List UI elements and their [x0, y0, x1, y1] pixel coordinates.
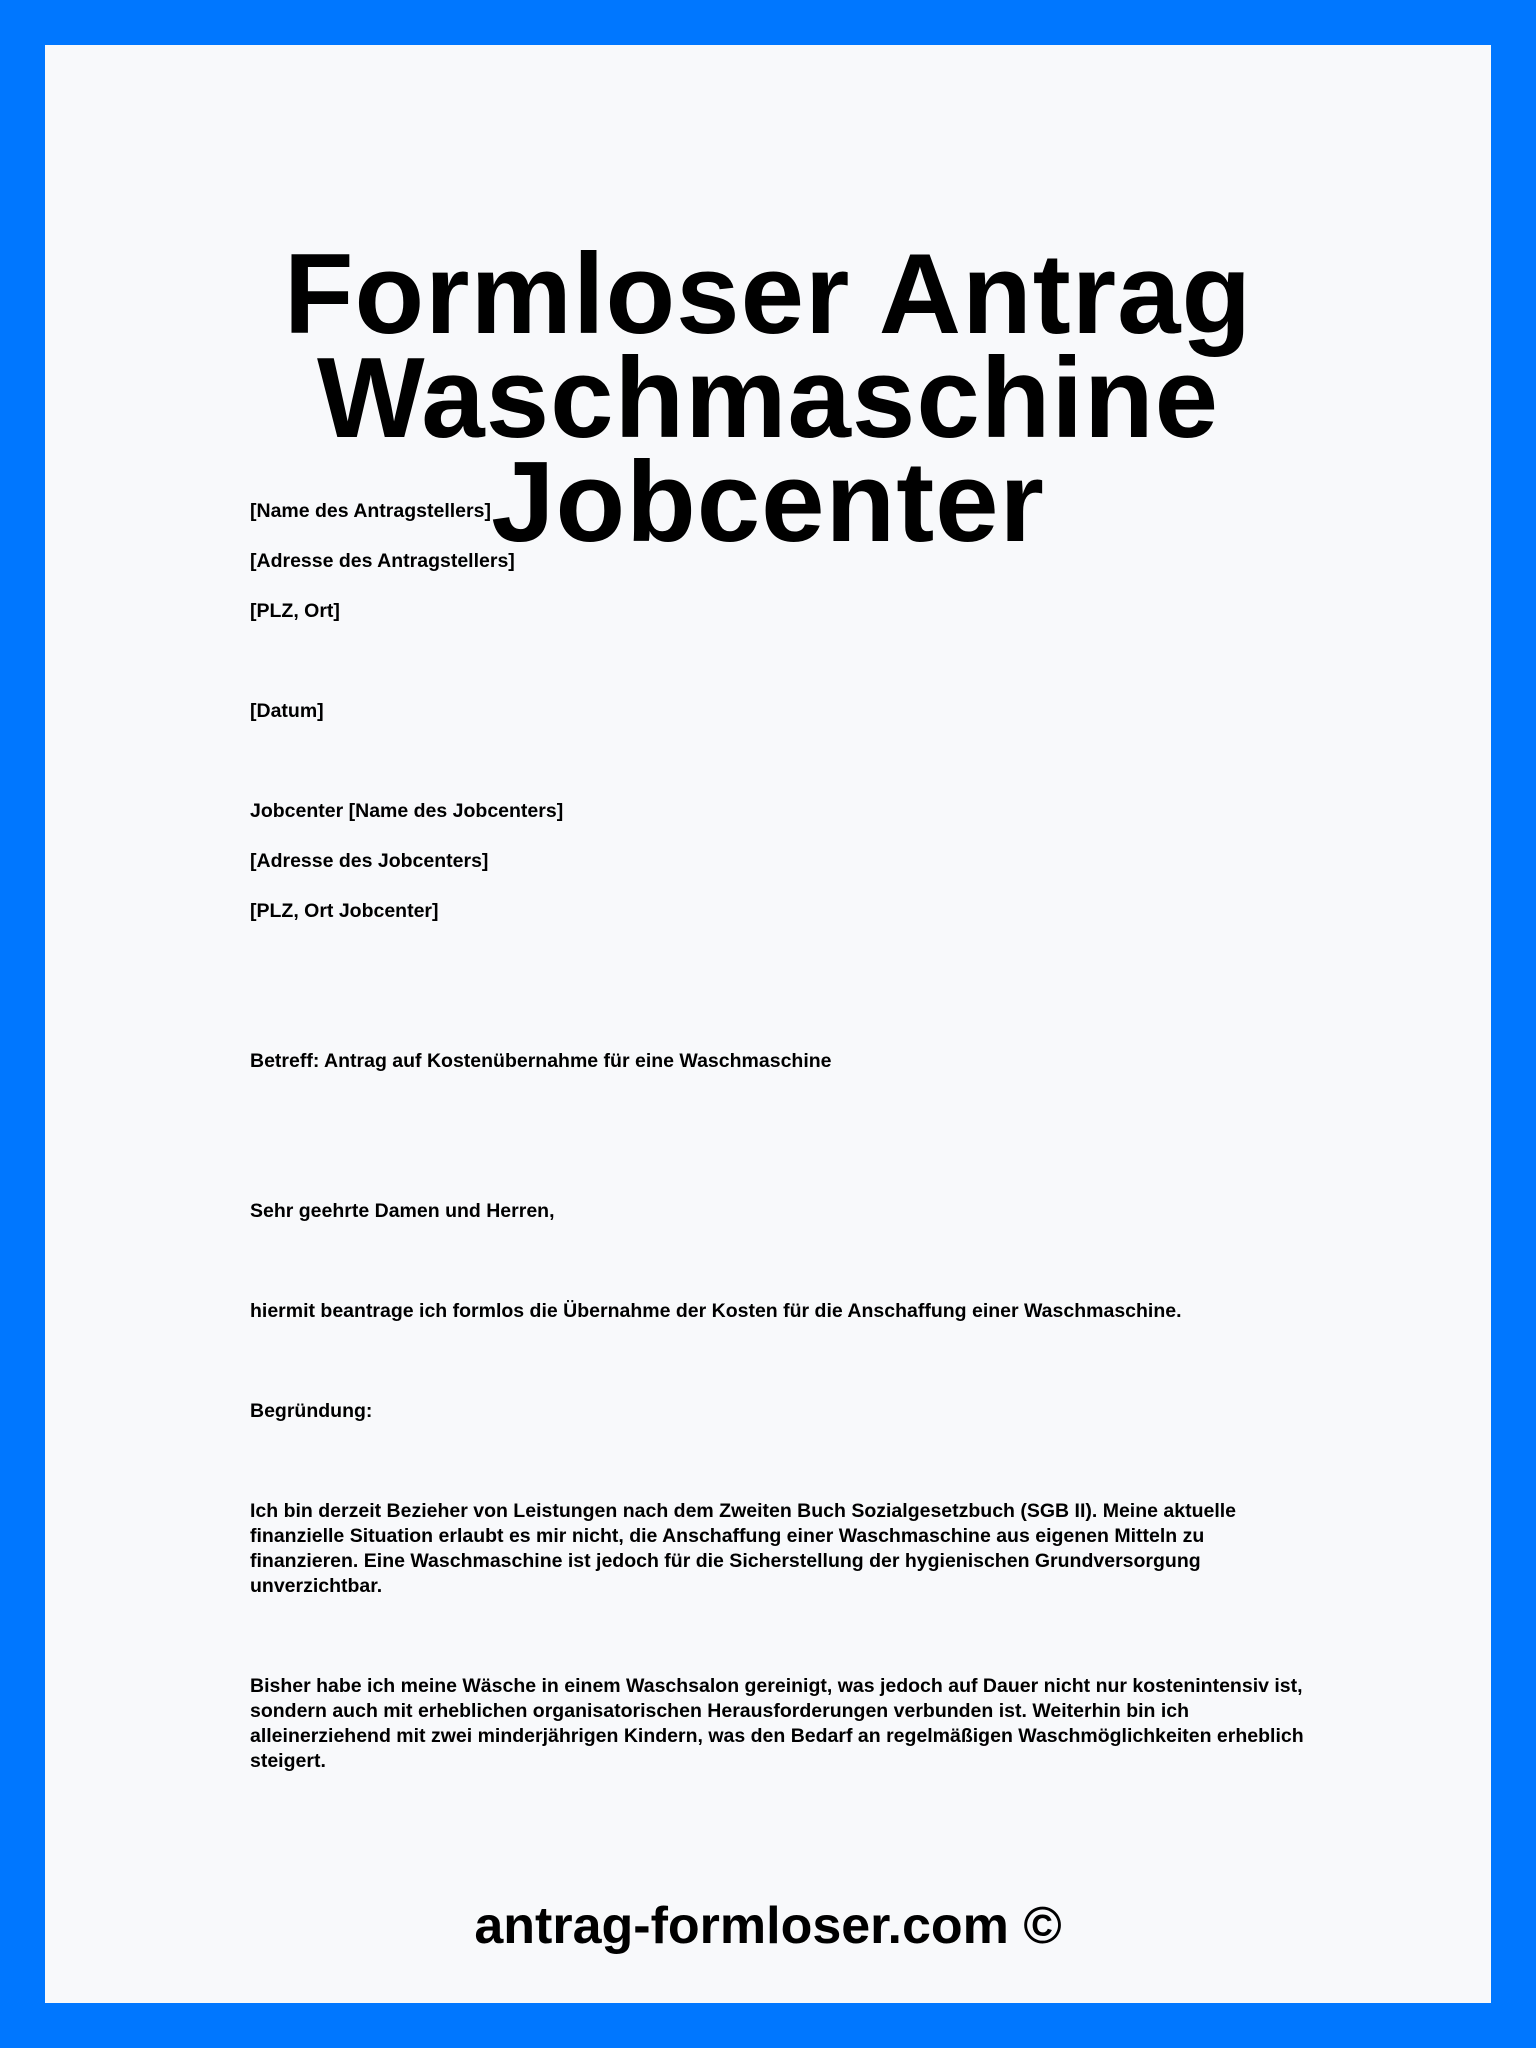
reason-paragraph-1: Ich bin derzeit Bezieher von Leistungen nach dem Zweiten Buch Sozialgesetzbuch (SGB II). Meine aktuelle finanzielle Situation erlaubt es mir nicht, die Anschaffung einer Waschmaschine aus eigenen Mitteln zu finanzieren. Eine Waschmaschine ist jedoch für die Sicherstellung der hygienischen Grundversorgung unverzichtbar. — [250, 1500, 1237, 1597]
letter-date: [Datum] — [250, 700, 324, 722]
title-line-1: Formloser Antrag — [283, 231, 1253, 358]
sender-address: [Adresse des Antragstellers] — [250, 550, 515, 572]
letter-salutation: Sehr geehrte Damen und Herren, — [250, 1200, 555, 1222]
recipient-city: [PLZ, Ort Jobcenter] — [250, 900, 439, 922]
recipient-address: [Adresse des Jobcenters] — [250, 850, 489, 872]
reason-paragraph-2: Bisher habe ich meine Wäsche in einem Waschsalon gereinigt, was jedoch auf Dauer nicht nur kostenintensiv ist, sondern auch mit erheblichen organisatorischen Herausforderungen verbunden ist. Weiterhin bin ich alleinerziehend mit zwei minderjährigen Kindern, was den Bedarf an regelmäßigen Waschmöglichkeiten erheblich steigert. — [250, 1675, 1304, 1772]
title-line-2: Waschmaschine Jobcenter — [316, 335, 1220, 566]
reason-heading: Begründung: — [250, 1400, 373, 1422]
letter-intro: hiermit beantrage ich formlos die Übernahme der Kosten für die Anschaffung einer Waschmaschine. — [250, 1300, 1182, 1322]
recipient-name: Jobcenter [Name des Jobcenters] — [250, 800, 564, 822]
footer-copyright: antrag-formloser.com © — [474, 1897, 1062, 1955]
document-sheet — [45, 45, 1491, 2003]
letter-subject: Betreff: Antrag auf Kostenübernahme für eine Waschmaschine — [250, 1050, 832, 1072]
sender-city: [PLZ, Ort] — [250, 600, 340, 622]
sender-name: [Name des Antragstellers] — [250, 500, 491, 522]
